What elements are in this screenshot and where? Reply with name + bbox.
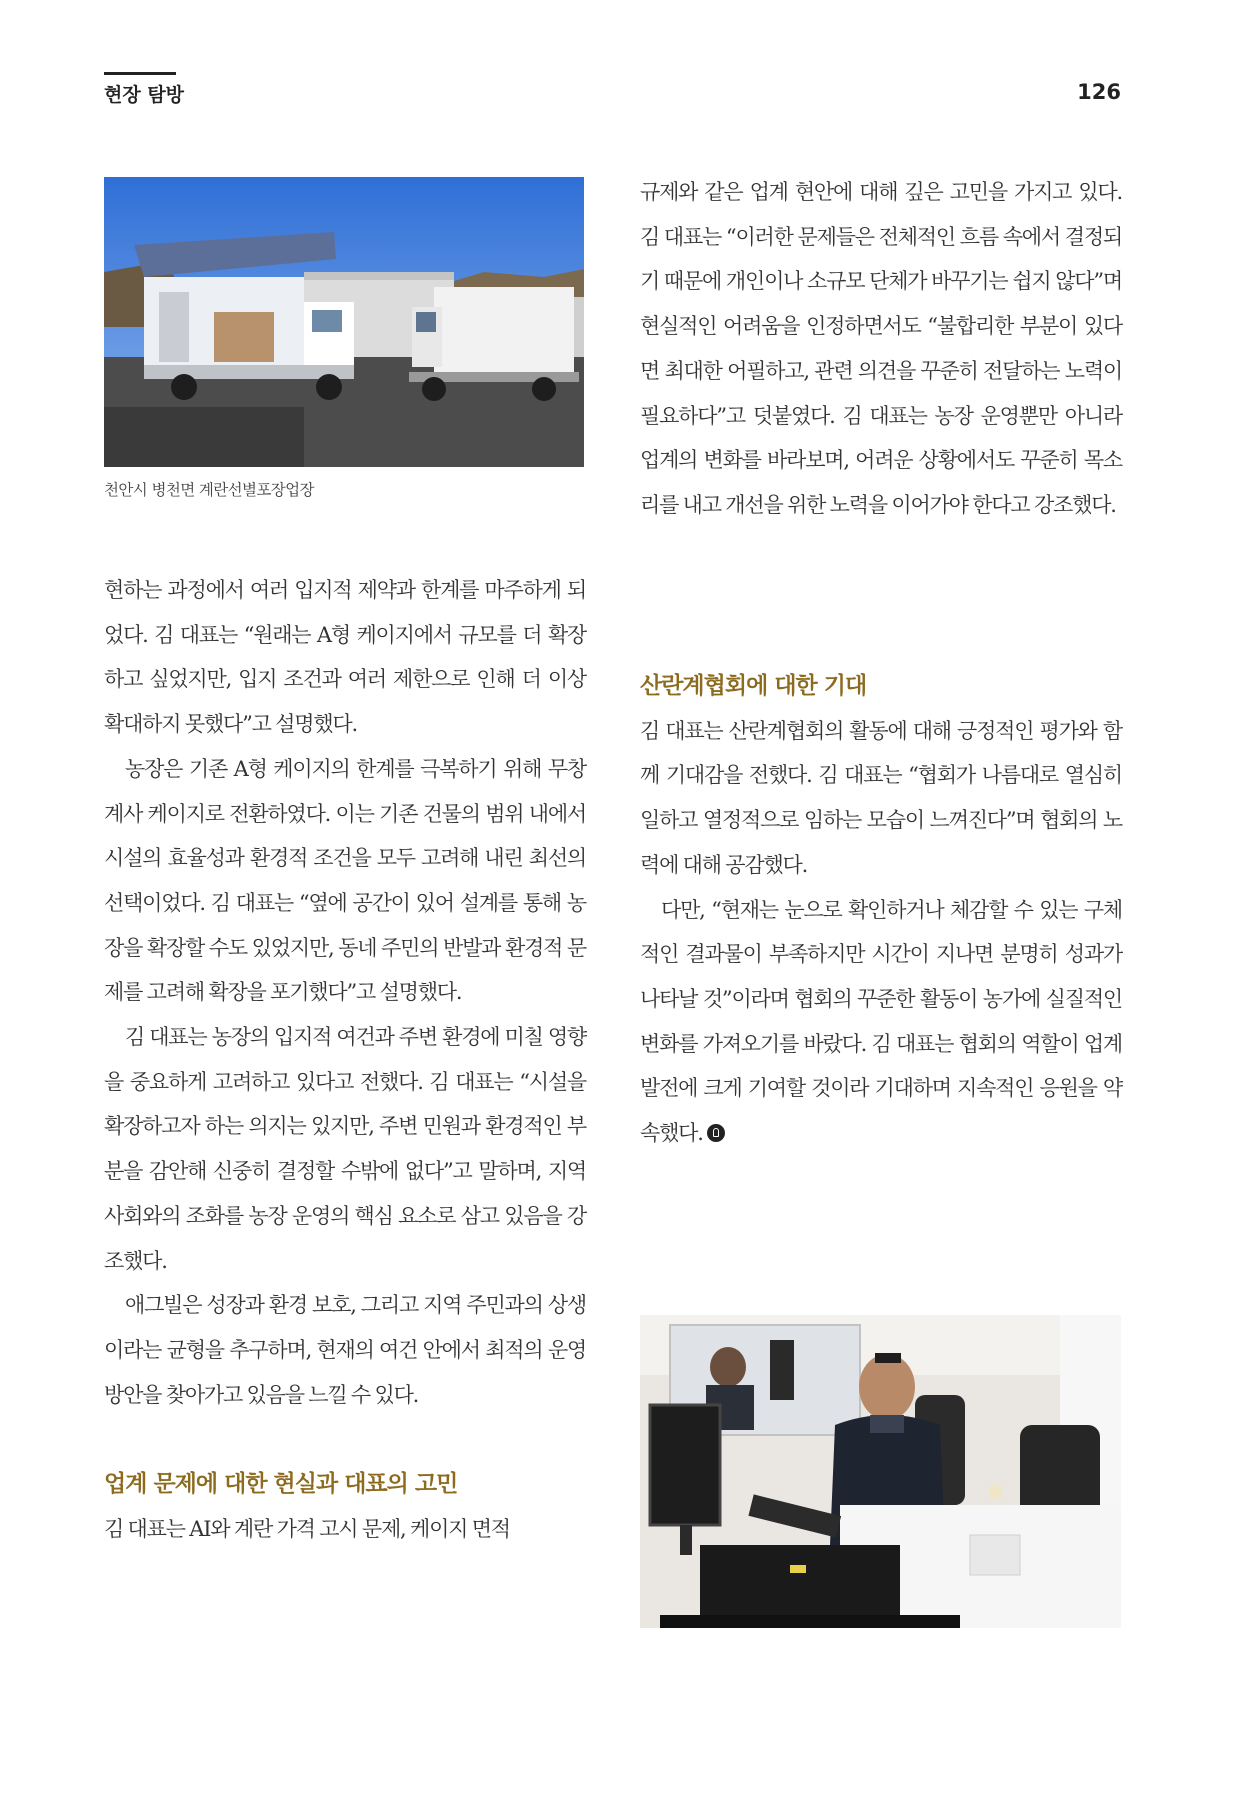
left-column <box>104 568 586 1551</box>
body-paragraph: 현하는 과정에서 여러 입지적 제약과 한계를 마주하게 되었다. 김 대표는 “원래는 A형 케이지에서 규모를 더 확장하고 싶었지만, 입지 조건과 여러 제한으로 인해 더 이상 확대하지 못했다”고 설명했다. <box>104 578 586 737</box>
subheading-association: 산란계협회에 대한 기대 <box>640 673 867 699</box>
body-paragraph <box>640 888 1122 1156</box>
body-paragraph: 김 대표는 농장의 입지적 여건과 주변 환경에 미칠 영향을 중요하게 고려하고 있다고 전했다. 김 대표는 “시설을 확장하고자 하는 의지는 있지만, 주변 민원과 환경적인 부분을 감안해 신중히 결정할 수밖에 없다”고 말하며, 지역 사회와의 조화를 농장 운영의 핵심 요소로 삼고 있음을 강조했다. <box>104 1025 586 1273</box>
body-paragraph: 규제와 같은 업계 현안에 대해 깊은 고민을 가지고 있다. 김 대표는 “이러한 문제들은 전체적인 흐름 속에서 결정되기 때문에 개인이나 소규모 단체가 바꾸기는 쉽지 않다”며 현실적인 어려움을 인정하면서도 “불합리한 부분이 있다면 최대한 어필하고, 관련 의견을 꾸준히 전달하는 노력이 필요하다”고 덧붙였다. 김 대표는 농장 운영뿐만 아니라 업계의 변화를 바라보며, 어려운 상황에서도 꾸준히 목소리를 내고 개선을 위한 노력을 이어가야 한다고 강조했다. <box>640 180 1122 517</box>
truck-facility-photo <box>104 177 584 467</box>
right-column-top <box>640 170 1122 528</box>
header-rule <box>104 72 176 75</box>
right-column-association <box>640 664 1122 1156</box>
subheading-industry-issues: 업계 문제에 대한 현실과 대표의 고민 <box>104 1471 458 1498</box>
section-label: 현장 탐방 <box>104 84 185 106</box>
body-paragraph: 김 대표는 AI와 계란 가격 고시 문제, 케이지 면적 <box>104 1516 510 1541</box>
page-number: 126 <box>1077 80 1121 104</box>
body-paragraph: 애그빌은 성장과 환경 보호, 그리고 지역 주민과의 상생이라는 균형을 추구하며, 현재의 여건 안에서 최적의 운영 방안을 찾아가고 있음을 느낄 수 있다. <box>104 1293 586 1407</box>
article-end-mark-icon <box>707 1124 725 1142</box>
paragraph-text: 다만, “현재는 눈으로 확인하거나 체감할 수 있는 구체적인 결과물이 부족하지만 시간이 지나면 분명히 성과가 나타날 것”이라며 협회의 꾸준한 활동이 농가에 실질적인 변화를 가져오기를 바랐다. 김 대표는 협회의 역할이 업계 발전에 크게 기여할 것이라 기대하며 지속적인 응원을 약속했다. <box>640 897 1122 1146</box>
truck-photo-caption: 천안시 병천면 계란선별포장업장 <box>104 481 314 499</box>
office-representative-photo <box>640 1315 1121 1628</box>
spacer <box>104 1417 586 1462</box>
body-paragraph: 김 대표는 산란계협회의 활동에 대해 긍정적인 평가와 함께 기대감을 전했다. 김 대표는 “협회가 나름대로 열심히 일하고 열정적으로 임하는 모습이 느껴진다”며 협회의 노력에 대해 공감했다. <box>640 718 1122 877</box>
body-paragraph: 농장은 기존 A형 케이지의 한계를 극복하기 위해 무창계사 케이지로 전환하였다. 이는 기존 건물의 범위 내에서 시설의 효율성과 환경적 조건을 모두 고려해 내린 최선의 선택이었다. 김 대표는 “옆에 공간이 있어 설계를 통해 농장을 확장할 수도 있었지만, 동네 주민의 반발과 환경적 문제를 고려해 확장을 포기했다”고 설명했다. <box>104 756 586 1005</box>
